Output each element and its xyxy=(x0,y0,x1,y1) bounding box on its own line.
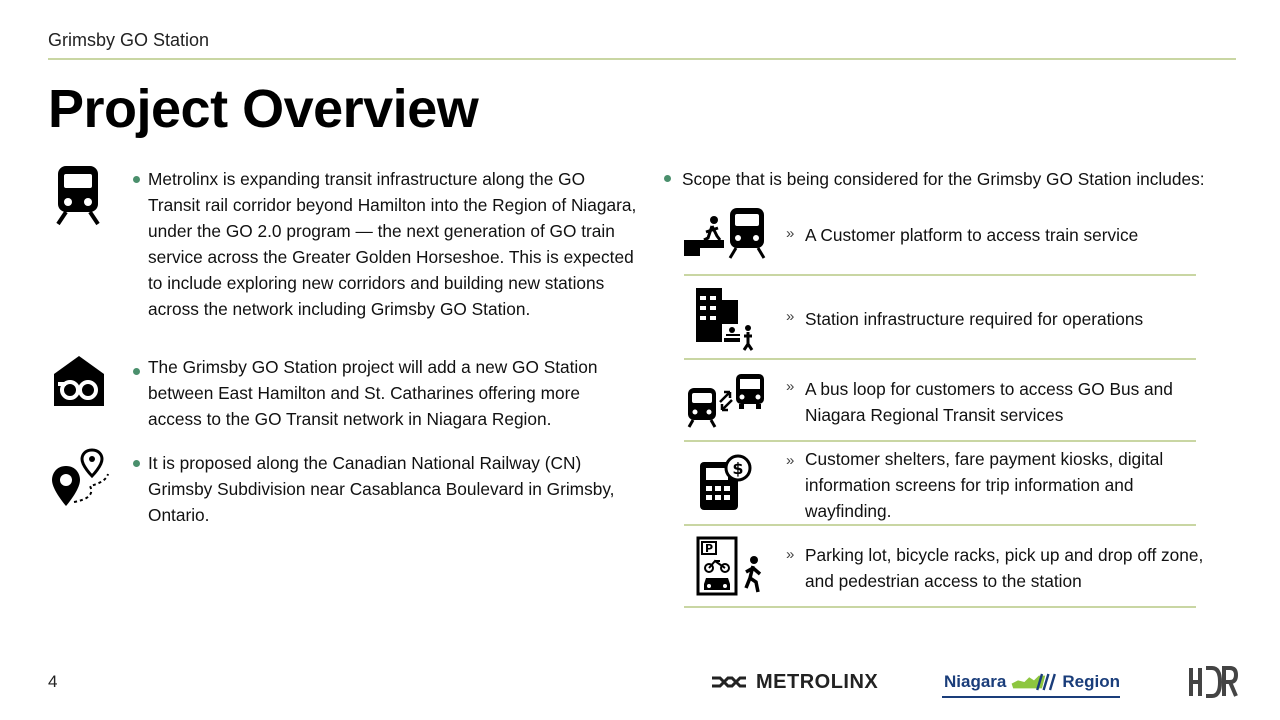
niagara-wordmark: Niagara xyxy=(944,672,1007,691)
fare-kiosk-icon xyxy=(698,454,752,517)
bullet-dot xyxy=(133,460,140,467)
scope-item-text: Parking lot, bicycle racks, pick up and drop off zone, and pedestrian access to the station xyxy=(805,545,1204,591)
page-number: 4 xyxy=(48,672,58,691)
scope-item-text: Station infrastructure required for operations xyxy=(805,309,1144,329)
metrolinx-logo xyxy=(710,670,878,694)
scope-item xyxy=(684,360,1196,442)
hdr-logo xyxy=(1188,666,1238,703)
parking-pedestrian-icon xyxy=(696,536,768,601)
station-building-icon xyxy=(694,286,756,357)
metrolinx-wordmark: METROLINX xyxy=(756,670,879,693)
chevron-bullet: » xyxy=(786,225,795,242)
go-station-icon xyxy=(52,354,106,413)
svg-text:$: $ xyxy=(732,459,744,478)
header-divider xyxy=(48,58,1236,60)
metrolinx-mark-icon xyxy=(710,674,748,690)
bullet-dot xyxy=(133,176,140,183)
scope-item-text: A bus loop for customers to access GO Bus and Niagara Regional Transit services xyxy=(805,379,1173,425)
niagara-region-logo xyxy=(942,668,1120,698)
chevron-bullet: » xyxy=(786,378,795,395)
platform-train-icon xyxy=(684,206,768,267)
map-pins-icon xyxy=(50,448,112,513)
scope-item xyxy=(684,276,1196,360)
train-icon xyxy=(56,164,100,231)
scope-item xyxy=(684,200,1196,276)
scope-item-text: Customer shelters, fare payment kiosks, digital information screens for trip information and wayfinding. xyxy=(805,449,1164,521)
bullet-text: Metrolinx is expanding transit infrastructure along the GO Transit rail corridor beyond Hamilton into the Region of Niagara, under the GO 2.0 program — the next generation of GO train service across the Greater Golden Horseshoe. This is expected to include exploring new corridors and building new stations across the network including Grimsby GO Station. xyxy=(148,169,637,319)
svg-text:P: P xyxy=(704,542,714,555)
chevron-bullet: » xyxy=(786,308,795,325)
chevron-bullet: » xyxy=(786,546,795,563)
page-title: Project Overview xyxy=(48,79,479,139)
chevron-bullet: » xyxy=(786,452,795,469)
bullet-text: It is proposed along the Canadian National Railway (CN) Grimsby Subdivision near Casablanca Boulevard in Grimsby, Ontario. xyxy=(148,453,615,525)
scope-item xyxy=(684,442,1196,526)
bullet-dot xyxy=(664,175,671,182)
niagara-mark-icon xyxy=(1010,670,1058,694)
bullet-text: The Grimsby GO Station project will add a new GO Station between East Hamilton and St. Catharines offering more access to the GO Transit network in Niagara Region. xyxy=(148,357,598,429)
section-label: Grimsby GO Station xyxy=(48,30,210,50)
scope-item-text: A Customer platform to access train service xyxy=(805,225,1139,245)
bullet-dot xyxy=(133,368,140,375)
scope-item xyxy=(684,526,1204,608)
scope-heading: Scope that is being considered for the Grimsby GO Station includes: xyxy=(682,169,1205,189)
region-wordmark: Region xyxy=(1062,672,1120,691)
train-bus-transfer-icon xyxy=(686,372,766,433)
